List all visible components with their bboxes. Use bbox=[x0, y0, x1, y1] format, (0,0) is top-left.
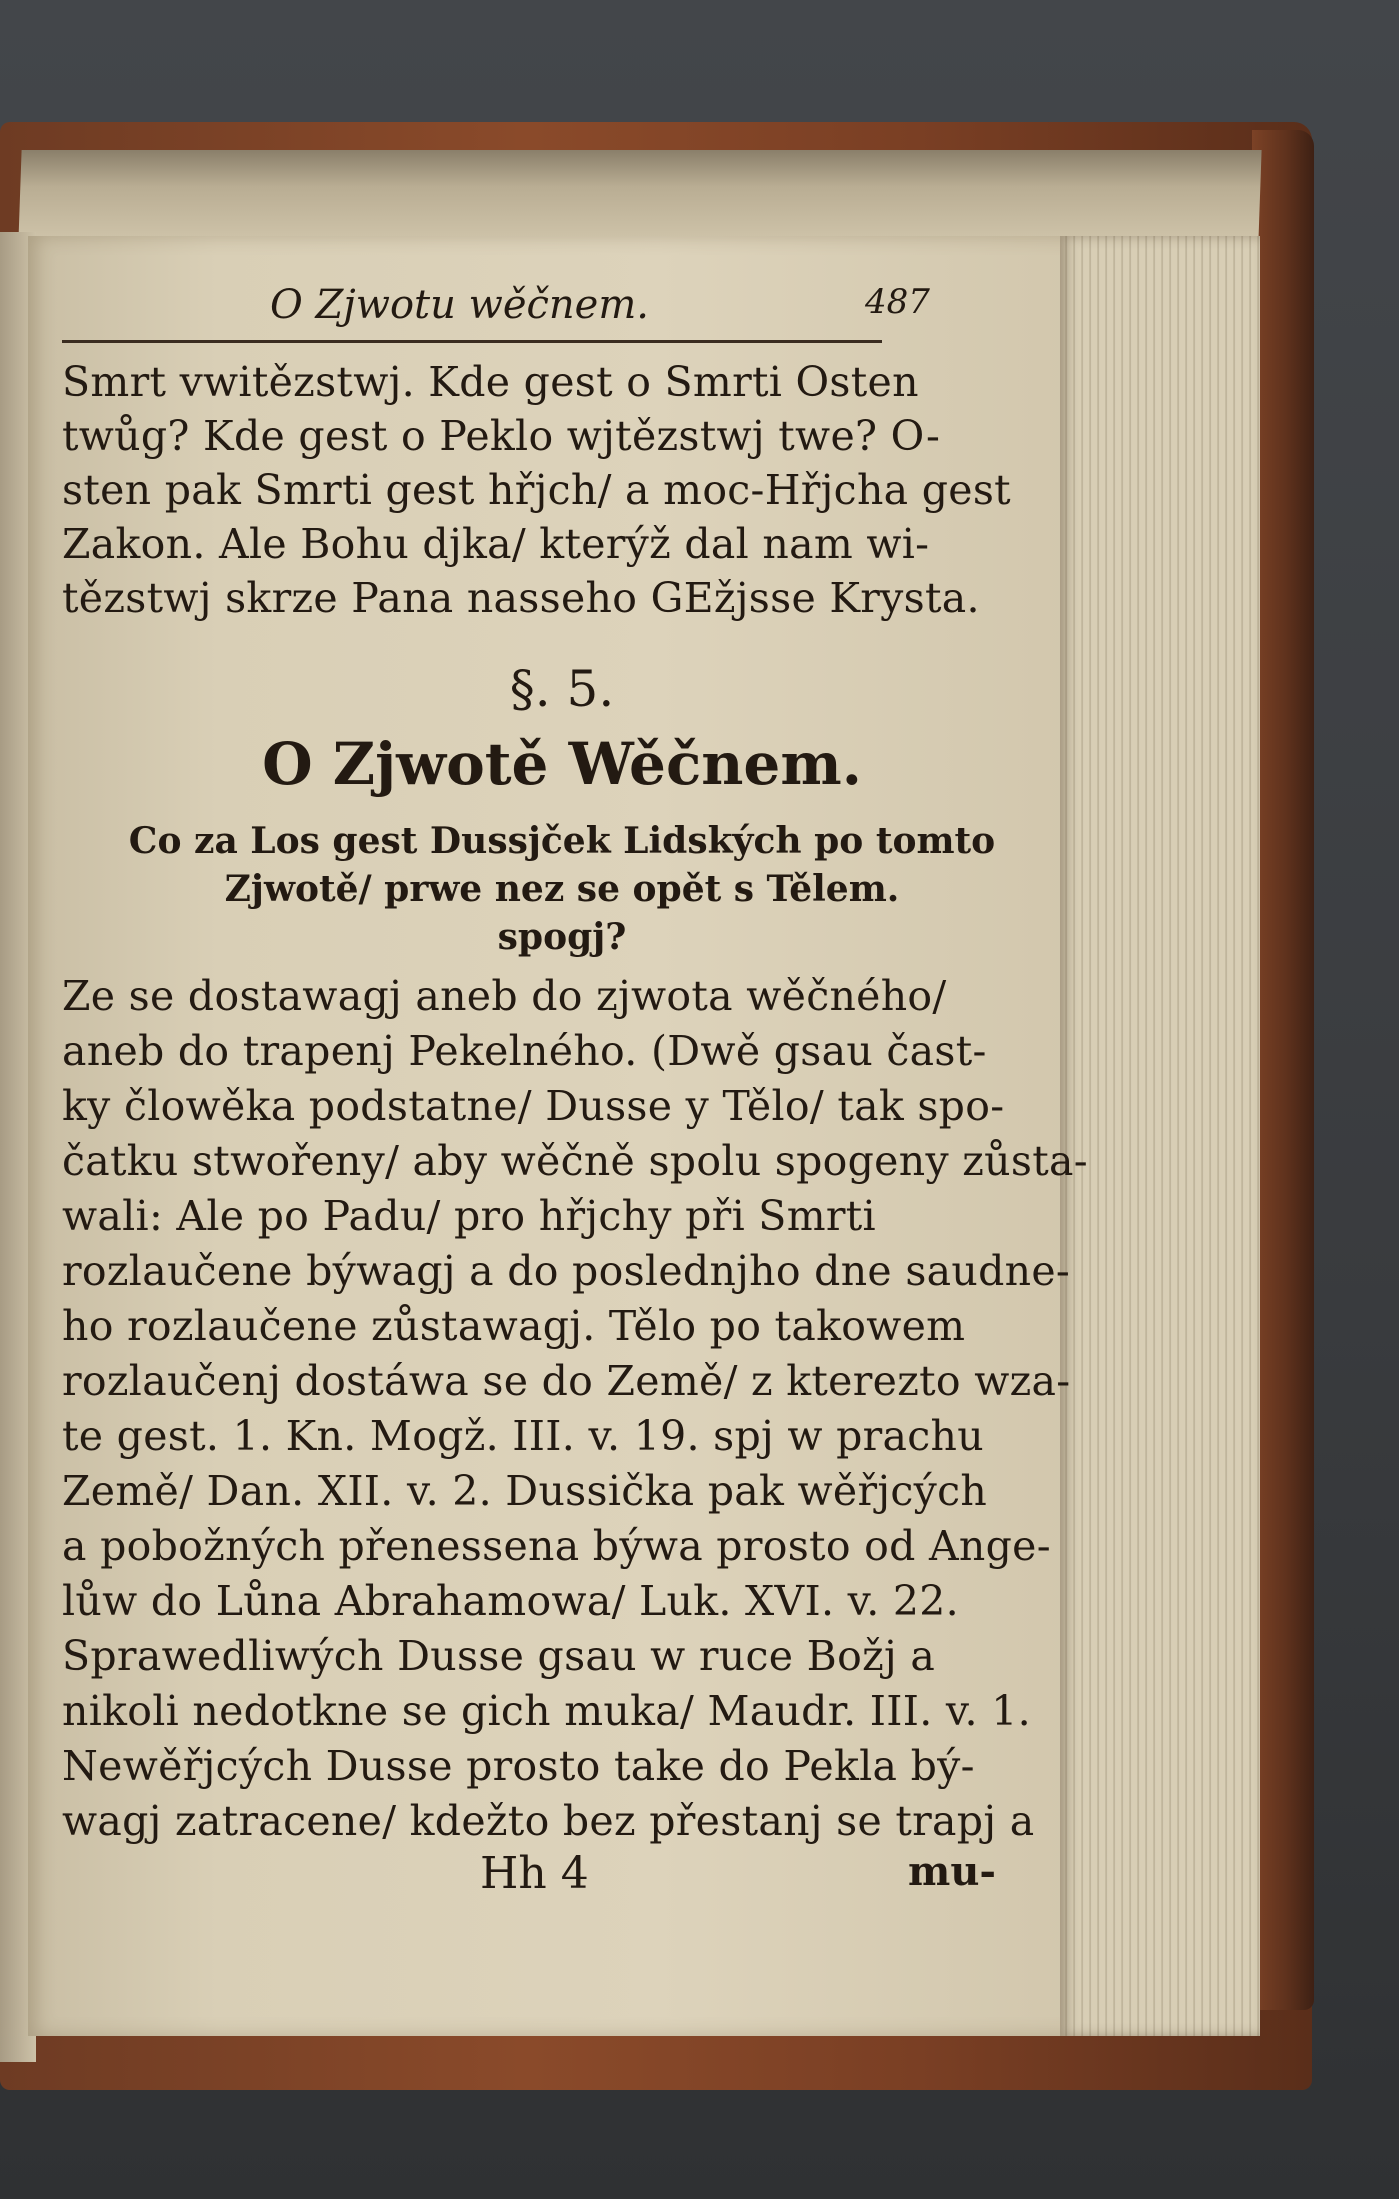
text-line: Země/ Dan. XII. v. 2. Dussička pak wěřjcých bbox=[62, 1467, 988, 1515]
text-line: nikoli nedotkne se gich muka/ Maudr. III. v. 1. bbox=[62, 1687, 1031, 1735]
running-head bbox=[62, 282, 1062, 342]
page-block-side-edges bbox=[1060, 236, 1260, 2036]
text-line: čatku stwořeny/ aby wěčně spolu spogeny zůsta- bbox=[62, 1137, 1088, 1185]
text-line: lůw do Lůna Abrahamowa/ Luk. XVI. v. 22. bbox=[62, 1577, 959, 1625]
question-line: Zjwotě/ prwe nez se opět s Tělem. bbox=[224, 868, 900, 910]
text-line: tězstwj skrze Pana nasseho GEžjsse Krysta. bbox=[62, 574, 980, 622]
text-line: aneb do trapenj Pekelného. (Dwě gsau čast- bbox=[62, 1027, 987, 1075]
text-line: rozlaučene býwagj a do poslednjho dne saudne- bbox=[62, 1247, 1071, 1295]
section-title: O Zjwotě Wěčnem. bbox=[262, 730, 862, 798]
catchword: mu- bbox=[908, 1848, 997, 1895]
text-line: twůg? Kde gest o Peklo wjtězstwj twe? O- bbox=[62, 412, 941, 460]
header-rule bbox=[62, 340, 882, 343]
page-block-top-edge bbox=[18, 150, 1261, 242]
text-line: Zakon. Ale Bohu djka/ kterýž dal nam wi- bbox=[62, 520, 930, 568]
text-line: te gest. 1. Kn. Mogž. III. v. 19. spj w prachu bbox=[62, 1412, 984, 1460]
text-line: Smrt vwitězstwj. Kde gest o Smrti Osten bbox=[62, 358, 919, 406]
text-line: a pobožných přenessena býwa prosto od Ange- bbox=[62, 1522, 1051, 1570]
text-line: ho rozlaučene zůstawagj. Tělo po takowem bbox=[62, 1302, 966, 1350]
text-line: Newěřjcých Dusse prosto take do Pekla bý- bbox=[62, 1742, 975, 1790]
signature-mark: Hh 4 bbox=[480, 1848, 589, 1899]
text-line: wagj zatracene/ kdežto bez přestanj se trapj a bbox=[62, 1797, 1035, 1845]
question-line: Co za Los gest Dussjček Lidských po tomto bbox=[128, 820, 996, 862]
page-text bbox=[62, 272, 1088, 1912]
page-number: 487 bbox=[865, 282, 930, 322]
text-line: rozlaučenj dostáwa se do Země/ z kterezto wza- bbox=[62, 1357, 1071, 1405]
text-line: ky člowěka podstatne/ Dusse y Tělo/ tak spo- bbox=[62, 1082, 1005, 1130]
running-head-title: O Zjwotu wěčnem. bbox=[270, 282, 649, 328]
book-cover-edge bbox=[1252, 130, 1314, 2010]
section-number: §. 5. bbox=[509, 660, 615, 718]
text-line: Sprawedliwých Dusse gsau w ruce Božj a bbox=[62, 1632, 936, 1680]
text-line: sten pak Smrti gest hřjch/ a moc-Hřjcha gest bbox=[62, 466, 1011, 514]
text-line: wali: Ale po Padu/ pro hřjchy při Smrti bbox=[62, 1192, 876, 1240]
text-line: Ze se dostawagj aneb do zjwota wěčného/ bbox=[62, 972, 947, 1020]
question-line: spogj? bbox=[497, 916, 627, 958]
